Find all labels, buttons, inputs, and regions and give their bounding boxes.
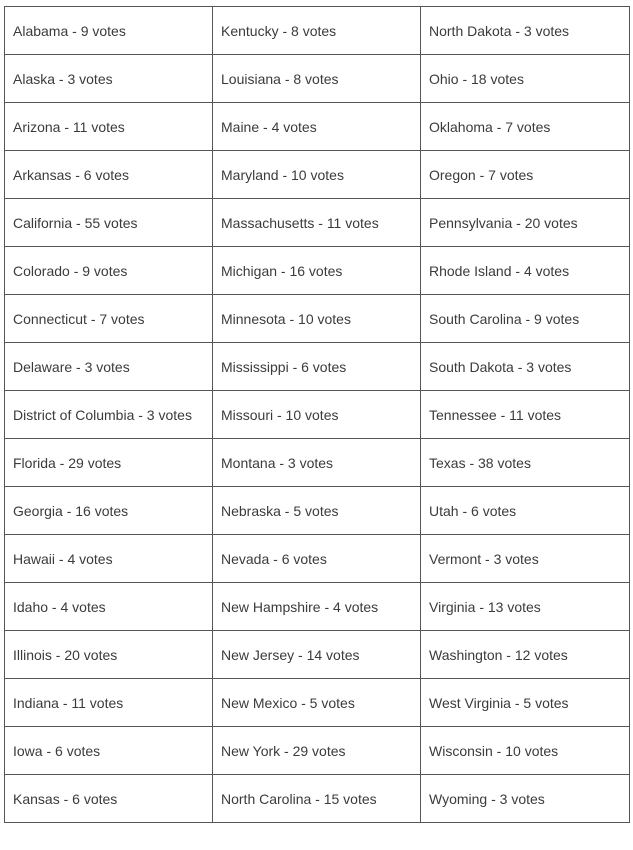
table-cell: Pennsylvania - 20 votes xyxy=(421,199,630,247)
table-cell: Massachusetts - 11 votes xyxy=(213,199,421,247)
table-cell: Ohio - 18 votes xyxy=(421,55,630,103)
table-cell: Arizona - 11 votes xyxy=(5,103,213,151)
table-row xyxy=(5,727,630,775)
table-cell: Colorado - 9 votes xyxy=(5,247,213,295)
table-cell: New York - 29 votes xyxy=(213,727,421,775)
table-cell: West Virginia - 5 votes xyxy=(421,679,630,727)
table-row xyxy=(5,247,630,295)
table-cell: Michigan - 16 votes xyxy=(213,247,421,295)
table-cell: Indiana - 11 votes xyxy=(5,679,213,727)
table-cell: California - 55 votes xyxy=(5,199,213,247)
table-cell: Missouri - 10 votes xyxy=(213,391,421,439)
table-cell: South Carolina - 9 votes xyxy=(421,295,630,343)
table-cell: Idaho - 4 votes xyxy=(5,583,213,631)
table-row xyxy=(5,631,630,679)
table-cell: Alaska - 3 votes xyxy=(5,55,213,103)
table-row xyxy=(5,103,630,151)
table-row xyxy=(5,199,630,247)
table-row xyxy=(5,439,630,487)
table-cell: Oregon - 7 votes xyxy=(421,151,630,199)
table-cell: Kansas - 6 votes xyxy=(5,775,213,823)
table-cell: Kentucky - 8 votes xyxy=(213,7,421,55)
table-cell: Hawaii - 4 votes xyxy=(5,535,213,583)
table-row xyxy=(5,55,630,103)
table-cell: Georgia - 16 votes xyxy=(5,487,213,535)
table-cell: Texas - 38 votes xyxy=(421,439,630,487)
table-cell: North Carolina - 15 votes xyxy=(213,775,421,823)
table-row xyxy=(5,583,630,631)
table-row xyxy=(5,775,630,823)
table-cell: Oklahoma - 7 votes xyxy=(421,103,630,151)
table-cell: New Jersey - 14 votes xyxy=(213,631,421,679)
electoral-votes-table xyxy=(4,6,630,823)
table-cell: North Dakota - 3 votes xyxy=(421,7,630,55)
table-cell: New Mexico - 5 votes xyxy=(213,679,421,727)
table-cell: Montana - 3 votes xyxy=(213,439,421,487)
table-cell: New Hampshire - 4 votes xyxy=(213,583,421,631)
table-cell: District of Columbia - 3 votes xyxy=(5,391,213,439)
table-row xyxy=(5,535,630,583)
table-row xyxy=(5,295,630,343)
table-cell: Virginia - 13 votes xyxy=(421,583,630,631)
table-row xyxy=(5,343,630,391)
table-cell: Maryland - 10 votes xyxy=(213,151,421,199)
table-cell: Nevada - 6 votes xyxy=(213,535,421,583)
table-cell: Minnesota - 10 votes xyxy=(213,295,421,343)
table-cell: Louisiana - 8 votes xyxy=(213,55,421,103)
table-cell: Florida - 29 votes xyxy=(5,439,213,487)
table-cell: Illinois - 20 votes xyxy=(5,631,213,679)
table-cell: Wisconsin - 10 votes xyxy=(421,727,630,775)
table-cell: Arkansas - 6 votes xyxy=(5,151,213,199)
table-cell: Utah - 6 votes xyxy=(421,487,630,535)
table-cell: Wyoming - 3 votes xyxy=(421,775,630,823)
table-cell: South Dakota - 3 votes xyxy=(421,343,630,391)
table-cell: Rhode Island - 4 votes xyxy=(421,247,630,295)
table-body xyxy=(5,7,630,823)
table-cell: Iowa - 6 votes xyxy=(5,727,213,775)
table-cell: Washington - 12 votes xyxy=(421,631,630,679)
table-row xyxy=(5,151,630,199)
table-row xyxy=(5,7,630,55)
table-row xyxy=(5,391,630,439)
table-cell: Alabama - 9 votes xyxy=(5,7,213,55)
table-cell: Maine - 4 votes xyxy=(213,103,421,151)
table-cell: Mississippi - 6 votes xyxy=(213,343,421,391)
table-row xyxy=(5,487,630,535)
table-cell: Tennessee - 11 votes xyxy=(421,391,630,439)
table-cell: Delaware - 3 votes xyxy=(5,343,213,391)
table-cell: Nebraska - 5 votes xyxy=(213,487,421,535)
table-cell: Vermont - 3 votes xyxy=(421,535,630,583)
table-row xyxy=(5,679,630,727)
table-cell: Connecticut - 7 votes xyxy=(5,295,213,343)
